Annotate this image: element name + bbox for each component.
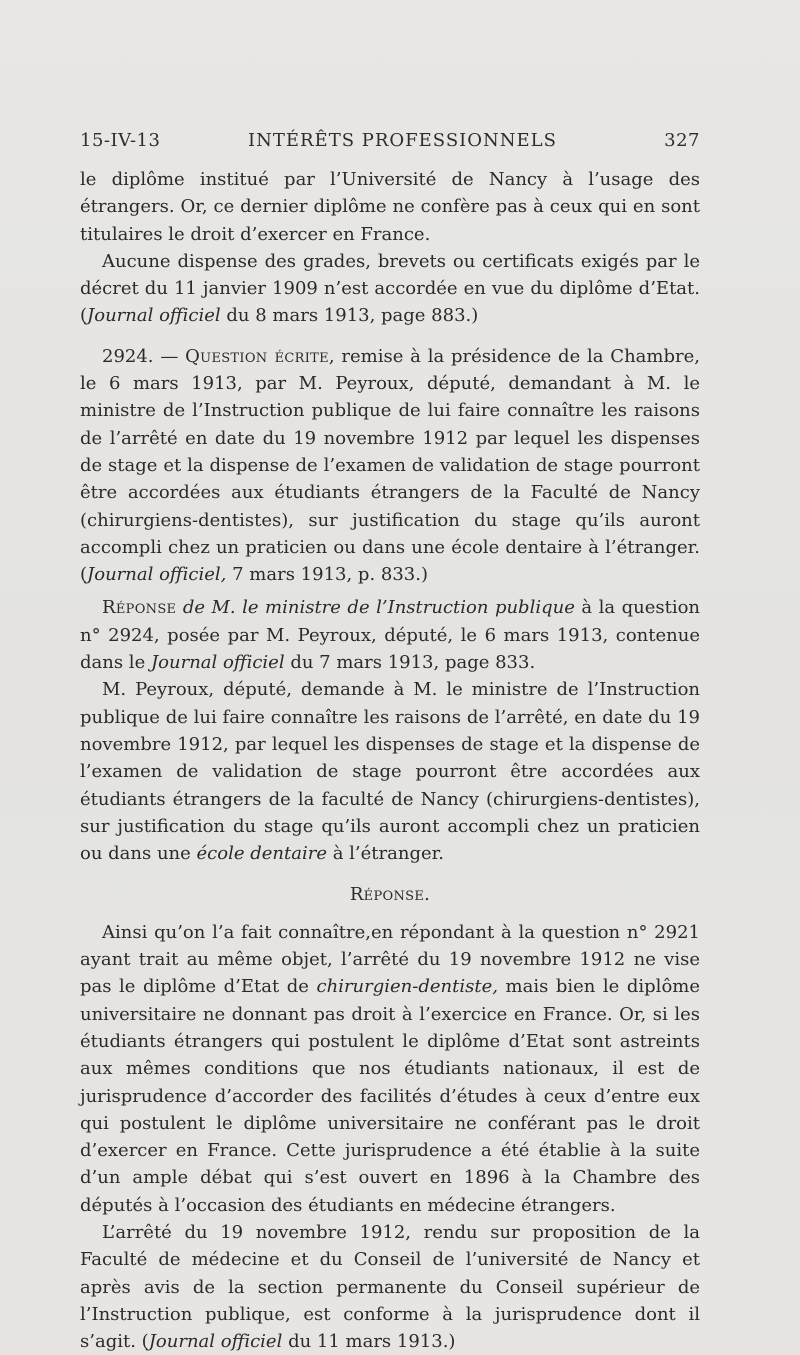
journal-title: Journal officiel [150,652,285,674]
paragraph-dispense [80,248,700,330]
paragraph-answer [80,919,700,1219]
journal-title: Journal officiel, [87,564,227,586]
header-section-title: INTÉRÊTS PROFESSIONNELS [248,130,557,151]
paragraph-text: mais bien le diplôme universitaire ne donnant pas droit à l’exercice en France. Or, si les étudiants étrangers qui postulent le diplôme d’Etat sont astreints aux mêmes conditions que nos étudiants nationaux, il est de jurisprudence d’accorder des facilités d’études à ceux d’entre eux qui postulent le diplôme universitaire ne conférant pas le droit d’exercer en France. Cette jurisprudence a été établie à la suite d’un ample débat qui s’est ouvert en 1896 à la Chambre des députés à l’occasion des étudiants en médecine étrangers. [80,976,700,1216]
paragraph-continuation [80,166,700,248]
paragraph-text: Aucune dispense des grades, brevets ou certificats exigés par le décret du 11 janvier 1909 n’est accordée en vue du diplôme d’Etat. [80,250,700,300]
header-date: 15-IV-13 [80,130,161,151]
paragraph-text: à la question n° 2924, posée par M. Peyroux, député, le 6 mars 1913, contenue dans le [80,597,701,674]
question-number: 2924. — [102,345,186,367]
running-header [80,130,700,160]
paragraph-text: à l’étranger. [326,843,444,865]
reference-detail: du 11 mars 1913.) [282,1331,456,1353]
body-text [80,166,700,1355]
reference-detail: 7 mars 1913, p. 833.) [226,564,428,586]
paragraph-text: , remise à la présidence de la Chambre, le 6 mars 1913, par M. Peyroux, député, demandant à M. le ministre de l’Instruction publique de lui faire connaître les raisons de l’arrêté en date du 19 novembre 1912 par lequel les dispenses de stage et la dispense de l’examen de validation de stage pourront être accordées aux étudiants étrangers de la Faculté de Nancy (chirurgiens-dentistes), sur justification du stage qu’ils auront accompli chez un praticien ou dans une école dentaire à l’étranger. [80,345,700,558]
paragraph-conclusion [80,1219,700,1355]
reference-paren: ( [80,564,88,586]
page-number: 327 [664,130,700,151]
journal-title: Journal officiel [148,1331,283,1353]
paragraph-text: du 7 mars 1913, page 833. [284,652,536,674]
section-heading: Réponse. [349,884,431,906]
minister-title: de M. le ministre de l’Instruction publique [176,597,575,619]
paragraph-text: Ainsi qu’on l’a fait connaître,en répondant à la question n° 2921 ayant trait au même objet, l’arrêté du 19 novembre 1912 ne vise pas le diplôme d’Etat de [80,921,700,998]
paragraph-question [80,343,700,589]
emphasis-text: chirurgien-dentiste, [316,976,498,998]
paragraph-text: L’arrêté du 19 novembre 1912, rendu sur proposition de la Faculté de médecine et du Conseil de l’université de Nancy et après avis de la section permanente du Conseil supérieur de l’Instruction publique, est conforme à la jurisprudence dont il s’agit. [80,1221,700,1353]
reference-paren: ( [80,305,88,327]
reference-detail: du 8 mars 1913, page 883.) [220,305,479,327]
question-label: Question écrite [185,345,329,367]
paragraph-question-restated [80,676,700,867]
response-label: Réponse [102,597,177,619]
journal-title: Journal officiel [87,305,221,327]
paragraph-response-intro [80,594,700,676]
paragraph-text: M. Peyroux, député, demande à M. le ministre de l’Instruction publique de lui faire connaître les raisons de l’arrêté, en date du 19 novembre 1912, par lequel les dispenses de stage et la dispense de l’examen de validation de stage pourront être accordées aux étudiants étrangers de la faculté de Nancy (chirurgiens-dentistes), sur justification du stage qu’ils auront accompli chez un praticien ou dans une [80,679,700,865]
paragraph-text: le diplôme institué par l’Université de Nancy à l’usage des étrangers. Or, ce dernier diplôme ne confère pas à ceux qui en sont titulaires le droit d’exercer en France. [80,169,700,245]
emphasis-text: école dentaire [196,843,327,865]
reference-paren: ( [141,1331,149,1353]
